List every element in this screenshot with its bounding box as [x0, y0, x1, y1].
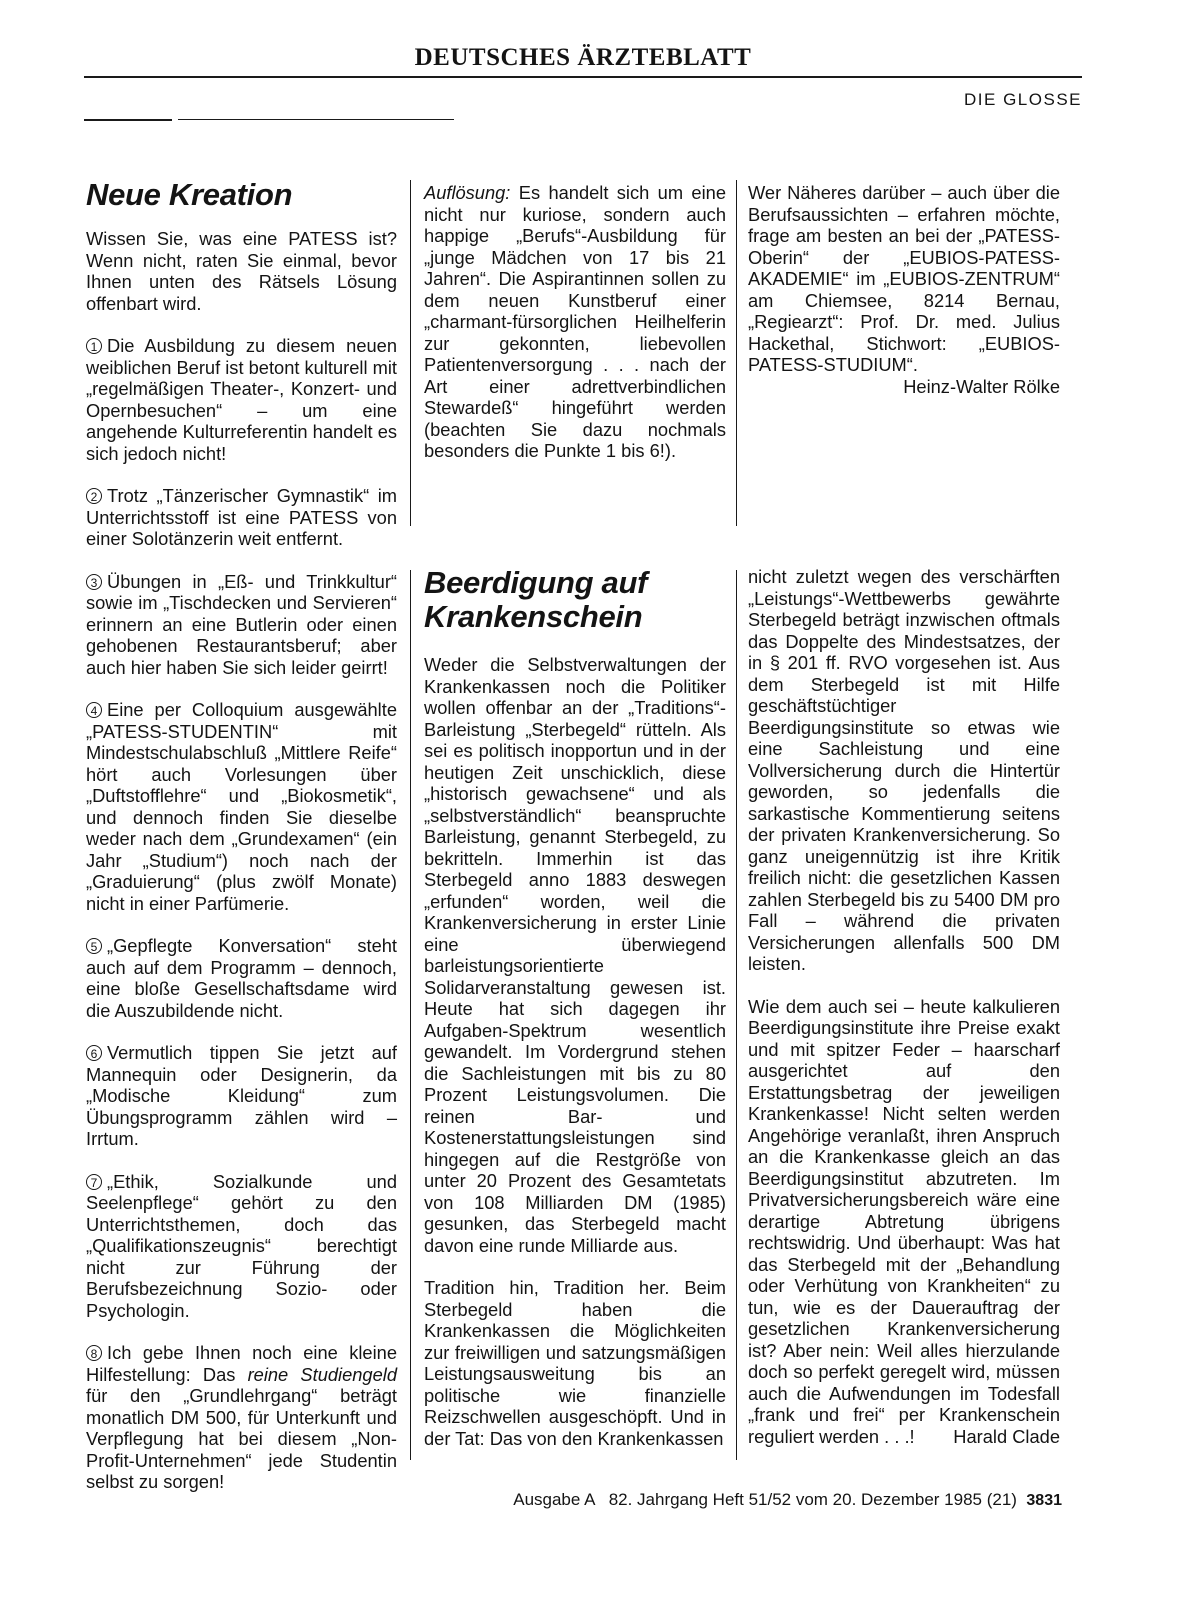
list-item: 1 Die Ausbildung zu diesem neuen weiblichen Beruf ist betont kulturell mit „regelmäßigen Theater-, Konzert- und Opernbesuchen“ – um eine angehende Kulturreferentin handelt es sich jedoch nicht! — [86, 335, 398, 464]
article-intro: Wissen Sie, was eine PATESS ist? Wenn nicht, raten Sie einmal, bevor Ihnen unten des Rätsels Lösung offenbart wird. — [86, 228, 397, 314]
circled-number: 2 — [86, 488, 102, 504]
masthead-rule — [84, 76, 1082, 78]
article-column — [748, 182, 1060, 397]
article-title: Beerdigung auf Krankenschein — [424, 565, 648, 634]
section-label: DIE GLOSSE — [964, 90, 1082, 109]
circled-number: 4 — [86, 702, 102, 718]
column-divider — [410, 180, 411, 526]
list-item: 6 Vermutlich tippen Sie jetzt auf Mannequin oder Designerin, da „Modische Kleidung“ zum Übungsprogramm zählen wird – Irrtum. — [86, 1042, 397, 1149]
circled-number: 3 — [86, 574, 102, 590]
column-divider — [410, 570, 411, 1460]
page-number: 3831 — [1026, 1492, 1062, 1509]
list-item: 5 „Gepflegte Konversation“ steht auch auf dem Programm – dennoch, eine bloße Gesellschaftsdame wird die Auszubildende nicht. — [86, 935, 397, 1021]
circled-number: 7 — [86, 1174, 102, 1190]
page-footer — [513, 1490, 1062, 1511]
masthead: DEUTSCHES ÄRZTEBLATT — [414, 44, 752, 71]
column-divider — [736, 180, 737, 526]
article-title: Neue Kreation — [86, 177, 293, 212]
section-rule-thick — [84, 119, 172, 121]
list-item: 3 Übungen in „Eß- und Trinkkultur“ sowie im „Tischdecken und Servieren“ erinnern an eine Butlerin oder einen gehobenen Restaurantsberuf; aber auch hier haben Sie sich leider geirrt! — [86, 570, 397, 678]
article-column — [424, 182, 726, 462]
column-divider — [736, 570, 737, 1460]
contact-paragraph: Wer Näheres darüber – auch über die Berufsaussichten – erfahren möchte, frage am besten an bei der „PATESS-Oberin“ der „EUBIOS-PATESS-AKADEMIE“ im „EUBIOS-ZENTRUM“ am Chiemsee, 8214 Bernau, „Regiearzt“: Prof. Dr. med. Julius Hackethal, Stichwort: „EUBIOS-PATESS-STUDIUM“. Heinz-Walter Rölke — [748, 182, 1060, 397]
list-item: 7 „Ethik, Sozialkunde und Seelenpflege“ gehört zu den Unterrichtsthemen, doch das „Qualifikationszeugnis“ berechtigt nicht zur Führung der Berufsbezeichnung Sozio- oder Psychologin. — [86, 1170, 397, 1321]
author-signature: Heinz-Walter Rölke — [903, 375, 1060, 397]
list-item: 4 Eine per Colloquium ausgewählte „PATESS-STUDENTIN“ mit Mindestschulabschluß „Mittlere Reife“ hört auch Vorlesungen über „Duftstofflehre“ und „Biokosmetik“, und dennoch finden Sie dieselbe weder nach dem „Grundexamen“ (ein Jahr „Studium“) noch nach der „Graduierung“ (plus zwölf Monate) nicht in einer Parfümerie. — [86, 699, 397, 914]
article-paragraph: Tradition hin, Tradition her. Beim Sterbegeld haben die Krankenkassen die Möglichkeiten zur freiwilligen und satzungsmäßigen Leistungsausweitung bis an politische wie finanzielle Reizschwellen ausgeschöpft. Und in der Tat: Das von den Krankenkassen — [424, 1277, 726, 1449]
article-paragraph: Wie dem auch sei – heute kalkulieren Beerdigungsinstitute ihre Preise exakt und mit spitzer Feder – haarscharf ausgerichtet auf den Erstattungsbetrag der jeweiligen Krankenkasse! Nicht selten werden Angehörige veranlaßt, ihren Anspruch an die Krankenkasse gleich an das Beerdigungsinstitut abzutreten. Im Privatversicherungsbereich wäre eine derartige Abtretung übrigens rechtswidrig. Und überhaupt: Was hat das Sterbegeld mit der „Behandlung oder Verhütung von Krankheiten“ zu tun, wie es der Dauerauftrag der gesetzlichen Krankenversicherung ist? Aber nein: Weil alles hierzulande doch so perfekt geregelt wird, müssen auch die Aufwendungen im Todesfall „frank und frei“ per Krankenschein reguliert werden . . .! Harald Clade — [748, 995, 1060, 1447]
section-rule-thin — [178, 119, 454, 120]
solution-paragraph: Auflösung: Es handelt sich um eine nicht nur kuriose, sondern auch happige „Berufs“-Ausbildung für „junge Mädchen von 17 bis 21 Jahren“. Die Aspirantinnen sollen zu dem neuen Kunstberuf einer „charmant-fürsorglichen Heilhelferin zur gekonnten, liebevollen Patientenversorgung . . . nach der Art einer adrettverbindlichen Stewardeß“ hingeführt werden (beachten Sie dazu nochmals besonders die Punkte 1 bis 6!). — [424, 182, 726, 461]
article-paragraph-continued: nicht zuletzt wegen des verschärften „Leistungs“-Wettbewerbs gewährte Sterbegeld beträgt inzwischen oftmals das Doppelte des Mindestsatzes, der in § 201 ff. RVO vorgesehen ist. Aus dem Sterbegeld ist mit Hilfe geschäftstüchtiger Beerdigungsinstitute so etwas wie eine Sachleistung und eine Vollversicherung durch die Hintertür geworden, so jedenfalls die sarkastische Kommentierung seitens der privaten Krankenversicherung. So ganz uneigennützig ist ihre Kritik freilich nicht: die gesetzlichen Kassen zahlen Sterbegeld bis zu 5400 DM pro Fall – während die privaten Versicherungen allenfalls 500 DM leisten. — [748, 566, 1060, 974]
list-item: 8 Ich gebe Ihnen noch eine kleine Hilfestellung: Das reine Studiengeld für den „Grundlehrgang“ beträgt monatlich DM 500, für Unterkunft und Verpflegung hat bei diesem „Non-Profit-Unternehmen“ jede Studentin selbst zu sorgen! — [86, 1342, 397, 1492]
list-item: 2 Trotz „Tänzerischer Gymnastik“ im Unterrichtsstoff ist eine PATESS von einer Solotänzerin weit entfernt. — [86, 485, 397, 549]
article-column — [86, 228, 397, 1493]
article-paragraph: Weder die Selbstverwaltungen der Krankenkassen noch die Politiker wollen offenbar an der „Traditions“-Barleistung „Sterbegeld“ rütteln. Als sei es politisch inopportun und in der heutigen Zeit unschicklich, diese „historisch gewachsene“ und als „selbstverständlich“ beanspruchte Barleistung, genannt Sterbegeld, zu bekritteln. Immerhin ist das Sterbegeld anno 1883 deswegen „erfunden“ worden, weil die Krankenversicherung in erster Linie eine überwiegend barleistungsorientierte Solidarveranstaltung gewesen ist. Heute hat sich dagegen ihr Aufgaben-Spektrum wesentlich gewandelt. Im Vordergrund stehen die Sachleistungen mit bis zu 80 Prozent Leistungsvolumen. Die reinen Bar- und Kostenerstattungsleistungen sind hingegen auf die Restgröße von unter 20 Prozent des Gesamtetats von 108 Milliarden DM (1985) gesunken, das Sterbegeld macht davon eine runde Milliarde aus. — [424, 654, 726, 1256]
circled-number: 6 — [86, 1045, 102, 1061]
circled-number: 5 — [86, 938, 102, 954]
solution-label: Auflösung: — [424, 182, 511, 203]
issue-info: Ausgabe A 82. Jahrgang Heft 51/52 vom 20. Dezember 1985 (21) — [513, 1490, 1017, 1509]
circled-number: 8 — [86, 1345, 102, 1361]
article-column — [424, 654, 726, 1449]
circled-number: 1 — [86, 338, 102, 354]
article-column — [748, 566, 1060, 1447]
author-signature: Harald Clade — [953, 1425, 1060, 1447]
